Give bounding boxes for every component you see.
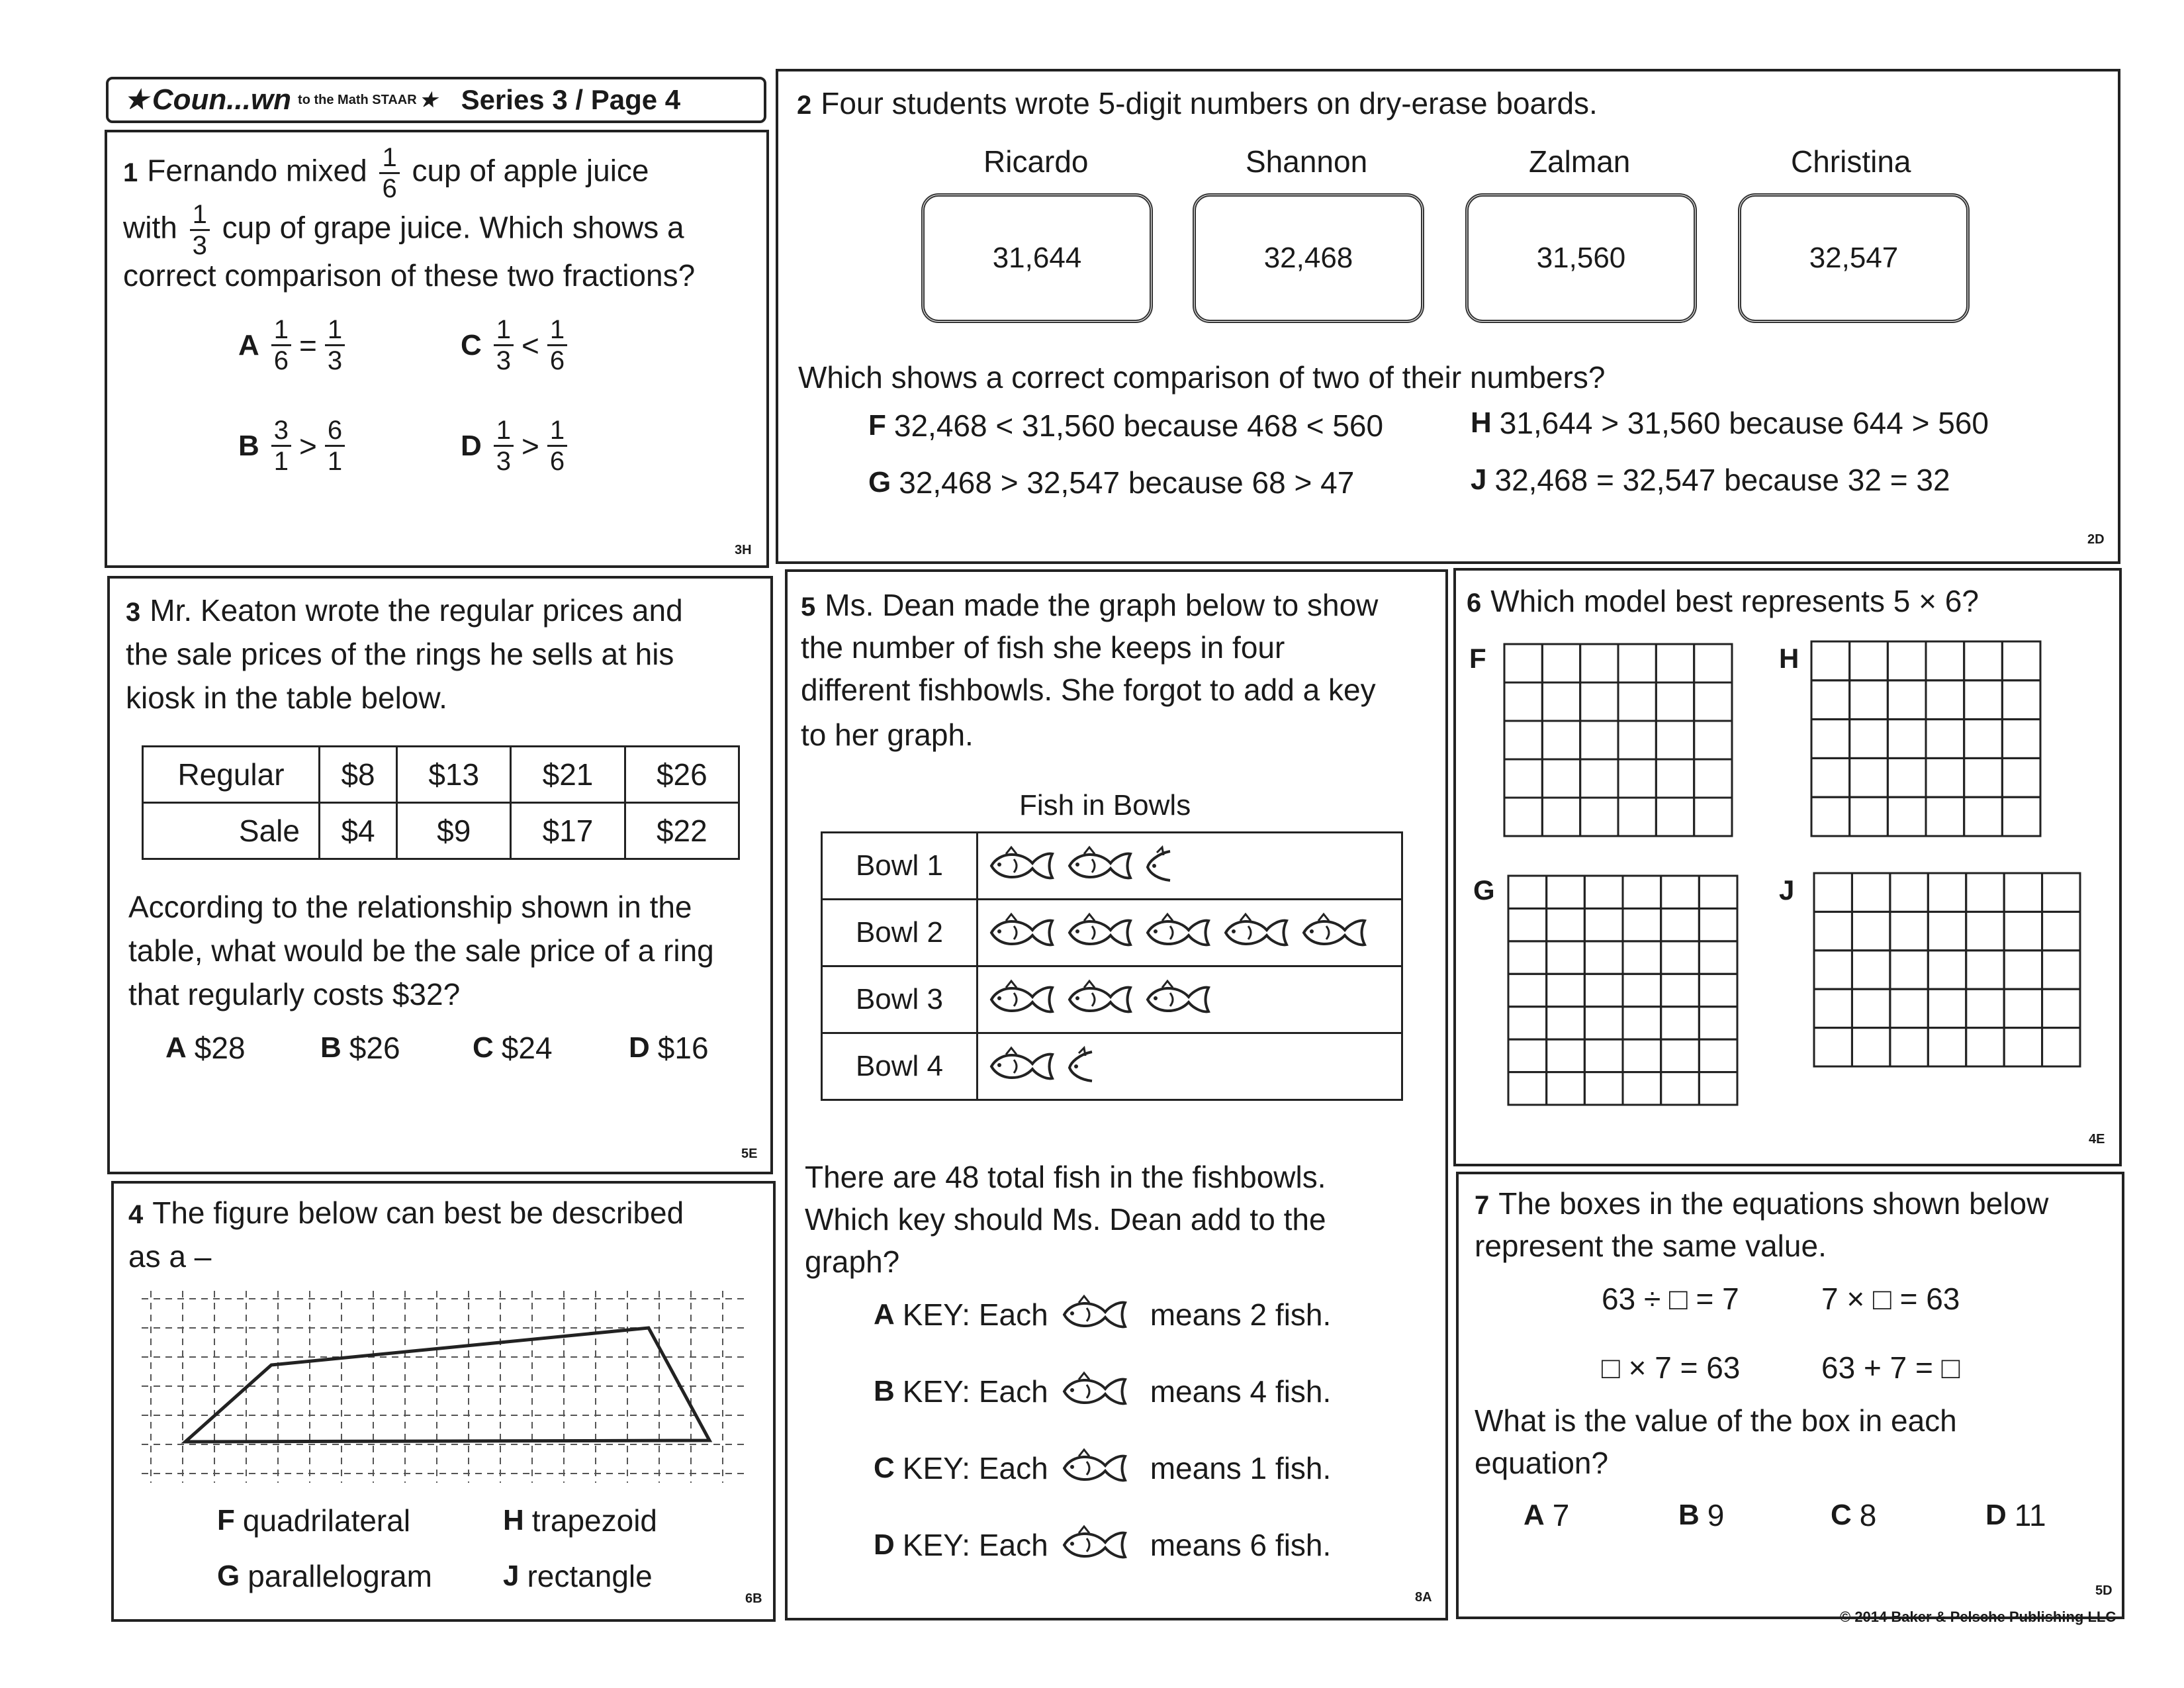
grid-cell (1888, 720, 1926, 759)
array-model-g[interactable] (1506, 874, 1739, 1107)
grid-cell (1850, 720, 1888, 759)
grid-cell (1814, 951, 1852, 989)
grid-cell (2002, 758, 2040, 797)
grid-cell (1661, 1039, 1700, 1072)
fish-icon (1066, 845, 1134, 887)
grid-cell (1888, 758, 1926, 797)
bowl-label: Bowl 4 (822, 1033, 978, 1100)
fish-icon (1300, 912, 1369, 954)
student-name-ricardo: Ricardo (983, 144, 1089, 179)
q5-option-a[interactable]: A KEY: Each means 2 fish. (874, 1293, 1331, 1336)
q3-standard-tag: 5E (741, 1147, 758, 1161)
grid-cell (1811, 758, 1850, 797)
grid-cell (2004, 951, 2042, 989)
grid-cell (2004, 1028, 2042, 1066)
q6-prompt: 6 Which model best represents 5 × 6? (1467, 584, 1979, 618)
q5-option-b[interactable]: B KEY: Each means 4 fish. (874, 1370, 1331, 1413)
grid-cell (1694, 759, 1732, 798)
table-cell: $26 (625, 747, 739, 803)
q7-option-a[interactable]: A 7 (1524, 1498, 1570, 1532)
trapezoid-shape (185, 1328, 709, 1442)
grid-cell (1814, 1028, 1852, 1066)
grid-cell (1926, 720, 1964, 759)
fish-icon (1144, 912, 1212, 954)
grid-cell (1580, 759, 1618, 798)
grid-cell (1926, 758, 1964, 797)
equation-3: □ × 7 = 63 (1602, 1350, 1741, 1385)
q1-option-d[interactable]: D $\frac{1}{3}$ > $\frac{1}{6}$ (461, 417, 571, 475)
grid-cell (2002, 641, 2040, 680)
fish-icon (1060, 1524, 1129, 1566)
grid-cell (1584, 1007, 1623, 1039)
grid-cell (1580, 682, 1618, 721)
q1-option-b[interactable]: B $\frac{3}{1}$ > $\frac{6}{1}$ (238, 417, 349, 475)
price-table (142, 745, 740, 860)
series-header (106, 77, 766, 123)
student-name-zalman: Zalman (1529, 144, 1631, 179)
grid-cell (2004, 873, 2042, 912)
q2-standard-tag: 2D (2087, 532, 2105, 547)
grid-cell (1699, 876, 1737, 908)
table-cell: $21 (511, 747, 625, 803)
table-cell: $9 (397, 803, 511, 859)
bowl-label: Bowl 1 (822, 833, 978, 900)
grid-cell (1928, 1028, 1966, 1066)
q2-option-h[interactable]: H 31,644 > 31,560 because 644 > 560 (1471, 406, 1989, 440)
grid-cell (1814, 989, 1852, 1027)
grid-cell (1542, 759, 1580, 798)
q5-line-4: to her graph. (801, 718, 974, 752)
fish-icon (1060, 1370, 1138, 1413)
grid-cell (1623, 1039, 1661, 1072)
fish-icon (1060, 1370, 1129, 1413)
grid-cell (1811, 720, 1850, 759)
q1-standard-tag: 3H (735, 543, 752, 557)
grid-cell (1504, 721, 1542, 759)
grid-cell (1618, 644, 1656, 682)
equation-4: 63 + 7 = □ (1821, 1350, 1960, 1385)
grid-cell (1547, 876, 1585, 908)
q3-line-3: kiosk in the table below. (126, 680, 447, 715)
trapezoid-figure (142, 1291, 744, 1483)
grid-cell (1699, 1072, 1737, 1105)
grid-cell (1661, 876, 1700, 908)
fish-pictograph (821, 831, 1403, 1101)
q2-option-f[interactable]: F 32,468 < 31,560 because 468 < 560 (868, 408, 1384, 443)
grid-cell (1699, 974, 1737, 1006)
q6-letter-g: G (1473, 874, 1495, 906)
q3-question-3: that regularly costs $32? (128, 977, 461, 1011)
grid-cell (1623, 1072, 1661, 1105)
q4-option-h[interactable]: H trapezoid (503, 1503, 658, 1538)
grid-cell (1623, 941, 1661, 974)
grid-cell (1584, 1072, 1623, 1105)
array-model-j[interactable] (1812, 871, 2082, 1068)
grid-cell (1966, 912, 2004, 950)
star-icon: ★ (124, 85, 148, 115)
q3-question-1: According to the relationship shown in the (128, 890, 692, 924)
grid-cell (1852, 912, 1889, 950)
copyright: © 2014 Baker & Pelsche Publishing LLC (1840, 1609, 2116, 1625)
grid-cell (1508, 1007, 1547, 1039)
grid-cell (1964, 720, 2003, 759)
grid-cell (1694, 721, 1732, 759)
q4-option-f[interactable]: F quadrilateral (217, 1503, 411, 1538)
q6-letter-j: J (1779, 874, 1795, 906)
q7-option-d[interactable]: D 11 (1985, 1498, 2046, 1532)
grid-cell (1508, 974, 1547, 1006)
table-row (822, 1033, 1402, 1100)
table-cell: $4 (320, 803, 397, 859)
grid-cell (1618, 682, 1656, 721)
grid-cell (2004, 912, 2042, 950)
grid-cell (1966, 873, 2004, 912)
grid-cell (1814, 912, 1852, 950)
grid-cell (1966, 989, 2004, 1027)
grid-cell (2004, 989, 2042, 1027)
grid-cell (1584, 1039, 1623, 1072)
table-cell: $22 (625, 803, 739, 859)
fish-icon (1060, 1447, 1138, 1489)
board-shannon: 32,468 (1193, 193, 1424, 323)
fish-icon (1066, 912, 1134, 954)
q7-option-b[interactable]: B 9 (1678, 1498, 1725, 1532)
grid-cell (1623, 1007, 1661, 1039)
q6-standard-tag: 4E (2089, 1132, 2105, 1147)
grid-cell (1926, 680, 1964, 720)
grid-cell (1542, 798, 1580, 836)
fish-icon (1060, 1293, 1129, 1336)
grid-cell (1542, 644, 1580, 682)
grid-cell (1580, 721, 1618, 759)
q5-question-1: There are 48 total fish in the fishbowls. (805, 1160, 1326, 1194)
q7-question-1: What is the value of the box in each (1475, 1403, 1957, 1438)
q4-line-1: 4 The figure below can best be described (128, 1196, 684, 1230)
grid-cell (1890, 873, 1928, 912)
board-ricardo: 31,644 (921, 193, 1153, 323)
grid-cell (1661, 941, 1700, 974)
grid-cell (1618, 721, 1656, 759)
grid-cell (1890, 951, 1928, 989)
array-model-f[interactable] (1502, 642, 1734, 838)
q4-option-g[interactable]: G parallelogram (217, 1559, 432, 1593)
star-icon: ★ (419, 89, 437, 111)
grid-cell (1661, 1072, 1700, 1105)
fish-cell (978, 966, 1402, 1033)
grid-cell (1699, 908, 1737, 941)
q5-question-2: Which key should Ms. Dean add to the (805, 1202, 1326, 1237)
grid-cell (1618, 798, 1656, 836)
grid-cell (1580, 798, 1618, 836)
grid-cell (1964, 758, 2003, 797)
grid-cell (1580, 644, 1618, 682)
table-row (822, 900, 1402, 966)
half-fish-icon (1144, 845, 1173, 887)
q4-standard-tag: 6B (745, 1591, 762, 1606)
q1-line-3: correct comparison of these two fractions? (123, 258, 696, 293)
grid-cell (1928, 951, 1966, 989)
q5-option-c[interactable]: C KEY: Each means 1 fish. (874, 1447, 1331, 1489)
grid-cell (2042, 989, 2080, 1027)
grid-cell (1850, 797, 1888, 836)
grid-cell (1584, 974, 1623, 1006)
grid-cell (2042, 912, 2080, 950)
table-row (143, 803, 739, 859)
table-cell: $8 (320, 747, 397, 803)
q3-option-a[interactable]: A $28 (165, 1031, 246, 1065)
grid-cell (1584, 908, 1623, 941)
grid-cell (1814, 873, 1852, 912)
q2-prompt: 2 Four students wrote 5-digit numbers on dry-erase boards. (797, 86, 1598, 120)
grid-cell (1584, 941, 1623, 974)
grid-cell (1852, 989, 1889, 1027)
grid-cell (1508, 941, 1547, 974)
fish-icon (987, 978, 1056, 1021)
q5-option-d[interactable]: D KEY: Each means 6 fish. (874, 1524, 1331, 1566)
grid-cell (1890, 912, 1928, 950)
grid-cell (2002, 797, 2040, 836)
grid-cell (1623, 908, 1661, 941)
grid-cell (1656, 721, 1694, 759)
grid-cell (1547, 1007, 1585, 1039)
q3-question-2: table, what would be the sale price of a ring (128, 933, 714, 968)
grid-cell (1694, 798, 1732, 836)
grid-cell (1618, 759, 1656, 798)
fish-icon (987, 912, 1056, 954)
grid-cell (1964, 641, 2003, 680)
table-cell: $13 (397, 747, 511, 803)
fish-cell (978, 1033, 1402, 1100)
grid-cell (1504, 682, 1542, 721)
grid-cell (1850, 680, 1888, 720)
grid-cell (1811, 680, 1850, 720)
grid-cell (1508, 1039, 1547, 1072)
q5-question-3: graph? (805, 1244, 900, 1279)
fish-icon (1060, 1447, 1129, 1489)
grid-cell (1966, 951, 2004, 989)
q6-letter-h: H (1779, 643, 1799, 674)
grid-cell (1504, 644, 1542, 682)
graph-title: Fish in Bowls (1019, 789, 1191, 821)
grid-cell (1547, 941, 1585, 974)
grid-cell (1888, 641, 1926, 680)
series-label: Series 3 / Page 4 (461, 84, 681, 115)
grid-cell (1504, 759, 1542, 798)
grid-cell (1928, 873, 1966, 912)
grid-cell (1964, 680, 2003, 720)
q7-line-2: represent the same value. (1475, 1229, 1827, 1263)
grid-cell (1888, 797, 1926, 836)
grid-cell (1623, 876, 1661, 908)
grid-cell (1508, 908, 1547, 941)
q1-option-a[interactable]: A $\frac{1}{6}$ = $\frac{1}{3}$ (238, 316, 349, 374)
q2-option-j[interactable]: J 32,468 = 32,547 because 32 = 32 (1471, 463, 1950, 497)
q1-line-2: with $\frac{1}{3}$ cup of grape juice. Which shows a (123, 200, 684, 260)
fish-icon (1222, 912, 1291, 954)
grid-cell (1888, 680, 1926, 720)
q3-option-d[interactable]: D $16 (629, 1031, 709, 1065)
table-row (822, 966, 1402, 1033)
grid-cell (1504, 798, 1542, 836)
fish-icon (1060, 1293, 1138, 1336)
grid-cell (1694, 682, 1732, 721)
logo-text: Coun...wn (152, 83, 292, 116)
grid-cell (1656, 798, 1694, 836)
grid-cell (2042, 951, 2080, 989)
grid-cell (1584, 876, 1623, 908)
student-name-christina: Christina (1791, 144, 1911, 179)
half-fish-icon (1066, 1045, 1095, 1088)
fraction-one-sixth: $\frac{1}{6}$ (379, 144, 399, 202)
grid-cell (1547, 908, 1585, 941)
equation-1: 63 ÷ □ = 7 (1602, 1282, 1739, 1316)
grid-cell (1547, 1039, 1585, 1072)
fraction-one-third: $\frac{1}{3}$ (190, 201, 210, 259)
q2-option-g[interactable]: G 32,468 > 32,547 because 68 > 47 (868, 465, 1355, 500)
q5-line-1: 5 Ms. Dean made the graph below to show (801, 588, 1379, 622)
grid-cell (1661, 974, 1700, 1006)
grid-cell (1699, 1039, 1737, 1072)
grid-cell (1926, 797, 1964, 836)
grid-cell (1508, 1072, 1547, 1105)
q7-question-2: equation? (1475, 1446, 1609, 1480)
q3-line-1: 3 Mr. Keaton wrote the regular prices and (126, 593, 683, 628)
grid-cell (2042, 1028, 2080, 1066)
q1-line-1: 1 Fernando mixed $\frac{1}{6}$ cup of apple juice (123, 143, 649, 203)
grid-cell (1966, 1028, 2004, 1066)
grid-cell (1694, 644, 1732, 682)
grid-cell (1547, 974, 1585, 1006)
grid-cell (1928, 912, 1966, 950)
grid-cell (1964, 797, 2003, 836)
fish-cell (978, 900, 1402, 966)
q5-line-2: the number of fish she keeps in four (801, 630, 1285, 665)
grid-cell (1928, 989, 1966, 1027)
fish-icon (987, 845, 1056, 887)
q5-line-3: different fishbowls. She forgot to add a key (801, 673, 1376, 707)
grid-cell (1542, 682, 1580, 721)
grid-cell (1811, 797, 1850, 836)
grid-cell (1811, 641, 1850, 680)
grid-cell (2042, 873, 2080, 912)
array-model-h[interactable] (1809, 639, 2042, 838)
q7-line-1: 7 The boxes in the equations shown below (1475, 1186, 2049, 1221)
grid-cell (1547, 1072, 1585, 1105)
q4-line-2: as a – (128, 1239, 212, 1274)
grid-cell (1699, 1007, 1737, 1039)
grid-cell (1661, 908, 1700, 941)
grid-cell (1656, 682, 1694, 721)
grid-cell (1890, 1028, 1928, 1066)
grid-cell (1508, 876, 1547, 908)
grid-cell (1699, 941, 1737, 974)
grid-cell (1656, 759, 1694, 798)
q1-number: 1 (123, 158, 138, 187)
fish-icon (1066, 978, 1134, 1021)
q6-letter-f: F (1469, 643, 1486, 674)
q3-option-b[interactable]: B $26 (320, 1031, 400, 1065)
q7-option-c[interactable]: C 8 (1831, 1498, 1877, 1532)
row-label-sale: Sale (143, 803, 320, 859)
q4-option-j[interactable]: J rectangle (503, 1559, 653, 1593)
logo-sub: to the Math STAAR (298, 92, 417, 107)
fish-icon (987, 1045, 1056, 1088)
table-row (143, 747, 739, 803)
grid-cell (1850, 641, 1888, 680)
grid-cell (1852, 873, 1889, 912)
grid-cell (2002, 680, 2040, 720)
grid-cell (1623, 974, 1661, 1006)
q3-option-c[interactable]: C $24 (473, 1031, 553, 1065)
board-christina: 32,547 (1738, 193, 1970, 323)
fish-cell (978, 833, 1402, 900)
grid-cell (1852, 951, 1889, 989)
grid-cell (1890, 989, 1928, 1027)
board-zalman: 31,560 (1465, 193, 1697, 323)
q1-option-c[interactable]: C $\frac{1}{3}$ < $\frac{1}{6}$ (461, 316, 571, 374)
q5-standard-tag: 8A (1415, 1590, 1432, 1605)
grid-cell (1656, 644, 1694, 682)
grid-cell (1661, 1007, 1700, 1039)
grid-cell (1852, 1028, 1889, 1066)
fish-icon (1060, 1524, 1138, 1566)
grid-cell (1542, 721, 1580, 759)
q3-line-2: the sale prices of the rings he sells at his (126, 637, 674, 671)
bowl-label: Bowl 2 (822, 900, 978, 966)
student-name-shannon: Shannon (1246, 144, 1368, 179)
equation-2: 7 × □ = 63 (1821, 1282, 1960, 1316)
q2-question: Which shows a correct comparison of two of their numbers? (798, 360, 1606, 395)
bowl-label: Bowl 3 (822, 966, 978, 1033)
fish-icon (1144, 978, 1212, 1021)
row-label-regular: Regular (143, 747, 320, 803)
grid-cell (2002, 720, 2040, 759)
q7-standard-tag: 5D (2095, 1583, 2113, 1598)
table-cell: $17 (511, 803, 625, 859)
grid-cell (1926, 641, 1964, 680)
table-row (822, 833, 1402, 900)
grid-cell (1850, 758, 1888, 797)
